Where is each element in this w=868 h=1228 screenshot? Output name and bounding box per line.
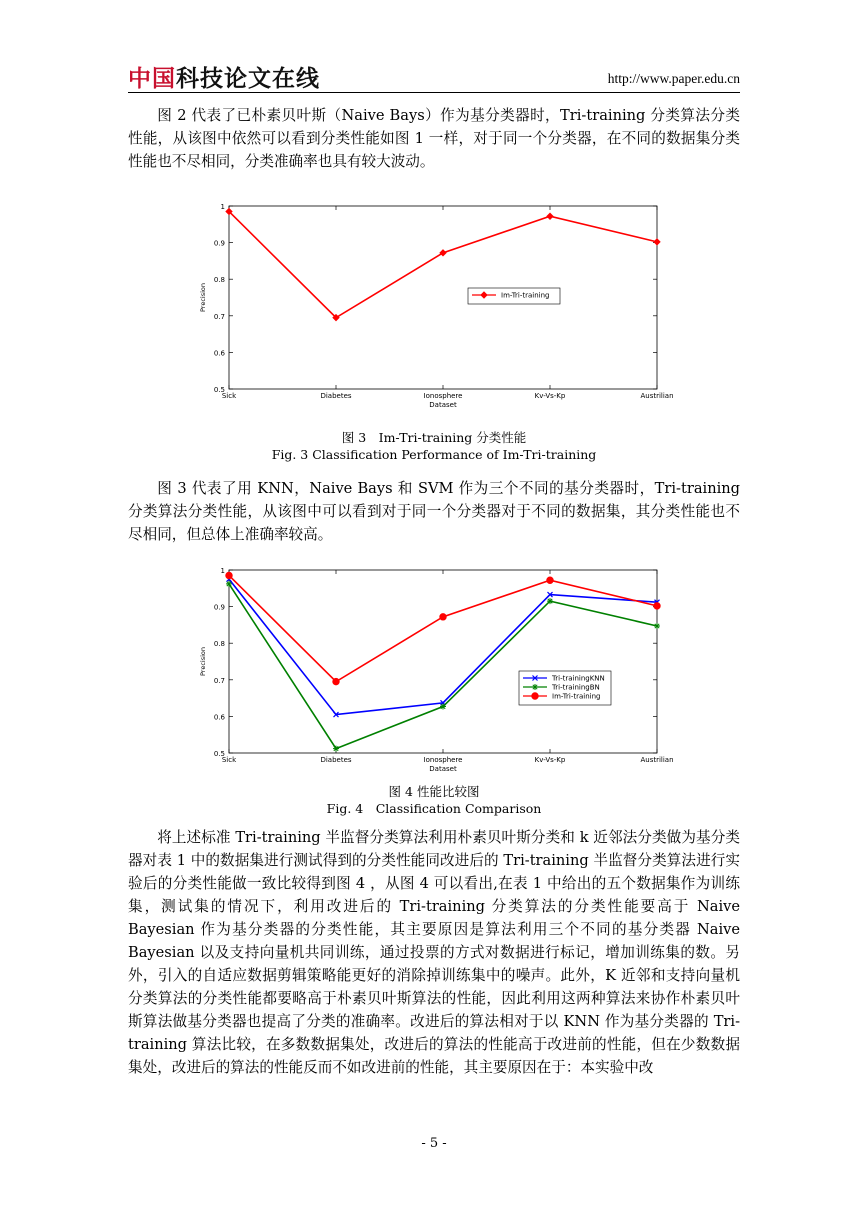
data-point: [226, 581, 232, 587]
x-tick-label: Ionosphere: [423, 756, 463, 764]
legend-label: Im-Tri-training: [501, 291, 550, 300]
figure-3-chart: [195, 196, 685, 412]
header-rule: [128, 92, 740, 93]
x-axis-label: Dataset: [429, 401, 457, 409]
x-tick-label: Diabetes: [320, 756, 352, 764]
data-point: [226, 572, 232, 578]
journal-logo: 中国科技论文在线: [128, 66, 320, 92]
figure-4-caption-cn: 图 4 性能比较图: [388, 784, 480, 799]
figure-4-chart: [195, 560, 685, 776]
y-tick-label: 0.7: [213, 676, 225, 685]
x-tick-label: Austrilian: [640, 756, 674, 764]
y-tick-label: 0.8: [213, 640, 225, 649]
data-point: [654, 603, 660, 609]
y-axis-label: Precision: [199, 282, 207, 313]
legend-label: Tri-trainingKNN: [552, 674, 605, 683]
y-tick-label: 1: [220, 567, 225, 575]
paragraph-1: 图 2 代表了已朴素贝叶斯（Naive Bays）作为基分类器时，Tri-training 分类算法分类性能，从该图中依然可以看到分类性能如图 1 一样，对于同一个分类器，在不同的数据集分类性能也不尽相同，分类准确率也具有较大波动。: [128, 107, 740, 170]
x-tick-label: Sick: [221, 392, 237, 400]
data-point: [333, 678, 339, 684]
y-tick-label: 0.5: [213, 750, 225, 758]
legend-marker: [532, 693, 538, 699]
legend-label: Im-Tri-training: [552, 692, 601, 701]
data-point: [547, 598, 553, 604]
page-header: [128, 58, 740, 92]
paragraph-3: 将上述标准 Tri-training 半监督分类算法利用朴素贝叶斯分类和 k 近邻法分类做为基分类器对表 1 中的数据集进行测试得到的分类性能同改进后的 Tri-training 半监督分类算法进行实验后的分类性能做一致比较得到图 4 ，从图 4 可以看出,在表 1 中给出的五个数据集作为训练集，测试集的情况下，利用改进后的 Tri-training 分类算法的分类性能要高于 Naive Bayesian 作为基分类器的分类性能，其主要原因是算法利用三个不同的基分类器 Naive Bayesian 以及支持向量机共同训练，通过投票的方式对数据进行标记，增加训练集的数。另外，引入的自适应数据剪辑策略能更好的消除掉训练集中的噪声。此外，K 近邻和支持向量机分类算法的分类性能都要略高于朴素贝叶斯算法的性能，因此利用这两种算法来协作朴素贝叶斯算法做基分类器也提高了分类的准确率。改进后的算法相对于以 KNN 作为基分类器的 Tri-training 算法比较，在多数数据集处，改进后的算法的性能高于改进前的性能，但在少数数据集处，改进后的算法的性能反而不如改进前的性能，其主要原因在于：本实验中改: [128, 829, 740, 1076]
figure-3-caption-cn: 图 3 Im-Tri-training 分类性能: [341, 430, 527, 445]
data-point: [440, 704, 446, 710]
y-tick-label: 0.9: [213, 603, 225, 612]
x-tick-label: Ionosphere: [423, 392, 463, 400]
header-url[interactable]: http://www.paper.edu.cn: [607, 71, 740, 86]
y-tick-label: 0.8: [213, 276, 225, 285]
figure-3-caption-en: Fig. 3 Classification Performance of Im-Tri-training: [271, 447, 597, 462]
y-tick-label: 0.6: [213, 713, 225, 722]
x-tick-label: Diabetes: [320, 392, 352, 400]
x-tick-label: Austrilian: [640, 392, 674, 400]
y-tick-label: 1: [220, 203, 225, 211]
data-point: [440, 614, 446, 620]
y-tick-label: 0.9: [213, 239, 225, 248]
legend-label: Tri-trainingBN: [552, 683, 600, 692]
y-tick-label: 0.6: [213, 349, 225, 358]
legend: [519, 671, 611, 705]
x-tick-label: Kv-Vs-Kp: [534, 392, 566, 400]
data-point: [333, 746, 339, 752]
data-point: [654, 623, 660, 629]
y-tick-label: 0.7: [213, 312, 225, 321]
x-tick-label: Sick: [221, 756, 237, 764]
y-tick-label: 0.5: [213, 386, 225, 394]
page-number: - 5 -: [421, 1136, 447, 1151]
data-point: [547, 577, 553, 583]
y-axis-label: Precision: [199, 646, 207, 677]
x-tick-label: Kv-Vs-Kp: [534, 756, 566, 764]
plot-area: [229, 206, 657, 389]
x-axis-label: Dataset: [429, 765, 457, 773]
figure-4-caption-en: Fig. 4 Classification Comparison: [326, 801, 542, 816]
legend: [468, 288, 560, 304]
legend-marker: [532, 684, 538, 690]
paragraph-2: 图 3 代表了用 KNN，Naive Bays 和 SVM 作为三个不同的基分类器时，Tri-training 分类算法分类性能，从该图中可以看到对于同一个分类器对于不同的数据集，其分类性能也不尽相同，但总体上准确率较高。: [128, 480, 740, 543]
